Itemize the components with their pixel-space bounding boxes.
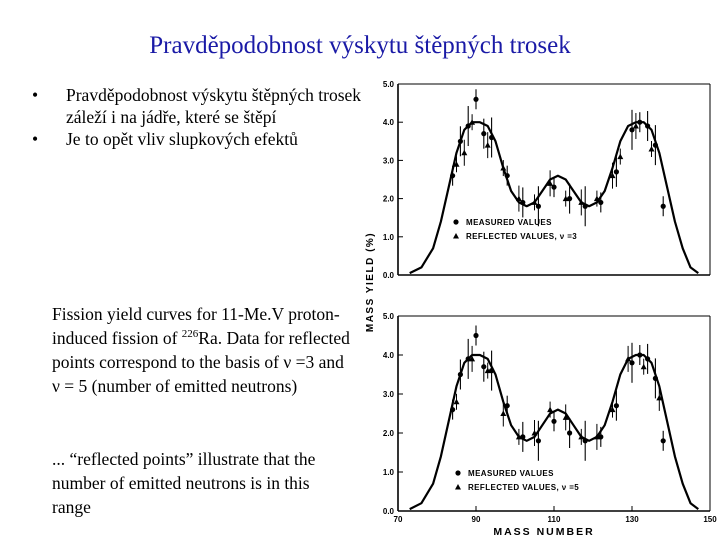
measured-point: [473, 333, 478, 338]
y-tick-label: 0.0: [382, 271, 394, 280]
y-tick-label: 2.0: [382, 194, 394, 204]
x-axis-label: MASS NUMBER: [493, 526, 595, 538]
chart-panel-bottom: [383, 312, 717, 538]
slide-title: Pravděpodobnost výskytu štěpných trosek: [149, 32, 571, 59]
reflected-point: [547, 407, 553, 413]
bullet-marker: •: [32, 129, 39, 149]
y-tick-label: 4.0: [382, 351, 394, 360]
y-tick-label: 1.0: [382, 232, 394, 242]
bullet-text: Pravděpodobnost výskytu štěpných trosek záleží i na jádře, které se štěpí: [66, 85, 362, 127]
measured-point: [661, 438, 666, 443]
legend-reflected-marker: [453, 233, 459, 239]
reflected-points-note: ... “reflected points” illustrate that the number of emitted neutrons is in this range: [52, 449, 316, 517]
measured-point: [637, 120, 642, 125]
y-tick-label: 2.0: [382, 429, 394, 438]
measured-point: [645, 356, 650, 361]
measured-point: [481, 364, 486, 369]
measured-point: [505, 403, 510, 408]
measured-point: [614, 169, 619, 174]
legend-measured-label: MEASURED VALUES: [468, 469, 554, 478]
measured-point: [661, 204, 666, 209]
reflected-point: [485, 142, 491, 148]
legend-measured-marker: [453, 219, 458, 224]
caption-text: Fission yield curves for 11-Me.V proton-induced fission of: [52, 304, 340, 348]
y-tick-label: 5.0: [382, 80, 394, 89]
x-tick-label: 90: [471, 515, 481, 524]
measured-point: [645, 123, 650, 128]
reflected-point: [641, 364, 647, 370]
measured-point: [536, 438, 541, 443]
measured-point: [653, 143, 658, 148]
measured-point: [458, 139, 463, 144]
bullet-item: [32, 84, 362, 128]
measured-point: [473, 97, 478, 102]
y-tick-label: 1.0: [382, 468, 394, 477]
x-tick-label: 70: [393, 515, 403, 524]
caption-text-continued: Ra. Data for reflected points correspond to the basis of ν =3 and ν = 5 (number of emitted neutrons): [52, 328, 350, 396]
x-tick-label: 110: [547, 515, 561, 524]
legend-reflected-label: REFLECTED VALUES, ν =5: [468, 483, 580, 492]
y-axis-label: MASS YIELD (%): [365, 231, 376, 333]
measured-point: [505, 173, 510, 178]
y-tick-label: 3.0: [382, 390, 394, 399]
y-tick-label: 3.0: [382, 156, 394, 166]
chart-panel-top: [365, 80, 710, 332]
reflected-point: [461, 150, 467, 156]
reflected-point: [500, 165, 506, 171]
measured-point: [637, 352, 642, 357]
figure-caption: [52, 302, 352, 398]
bullet-text: Je to opět vliv slupkových efektů: [66, 129, 298, 149]
measured-point: [653, 376, 658, 381]
bullet-marker: •: [32, 85, 39, 105]
measured-point: [614, 403, 619, 408]
bullet-list: [32, 84, 362, 150]
x-tick-label: 130: [625, 515, 639, 524]
legend-measured-marker: [455, 470, 460, 475]
measured-point: [450, 173, 455, 178]
y-tick-label: 0.0: [382, 507, 394, 516]
measured-point: [567, 430, 572, 435]
legend-reflected-label: REFLECTED VALUES, ν =3: [466, 232, 578, 241]
reflected-point: [617, 154, 623, 160]
measured-point: [551, 419, 556, 424]
measured-point: [458, 372, 463, 377]
y-tick-label: 4.0: [382, 118, 394, 128]
fission-yield-figure: [360, 72, 720, 540]
y-tick-label: 5.0: [382, 312, 394, 321]
measured-point: [489, 135, 494, 140]
measured-point: [450, 407, 455, 412]
caption-mass-number: 226: [181, 328, 199, 341]
bullet-item: [32, 128, 362, 150]
x-tick-label: 150: [703, 515, 717, 524]
measured-point: [481, 131, 486, 136]
legend-reflected-marker: [455, 484, 461, 490]
legend-measured-label: MEASURED VALUES: [466, 218, 552, 227]
